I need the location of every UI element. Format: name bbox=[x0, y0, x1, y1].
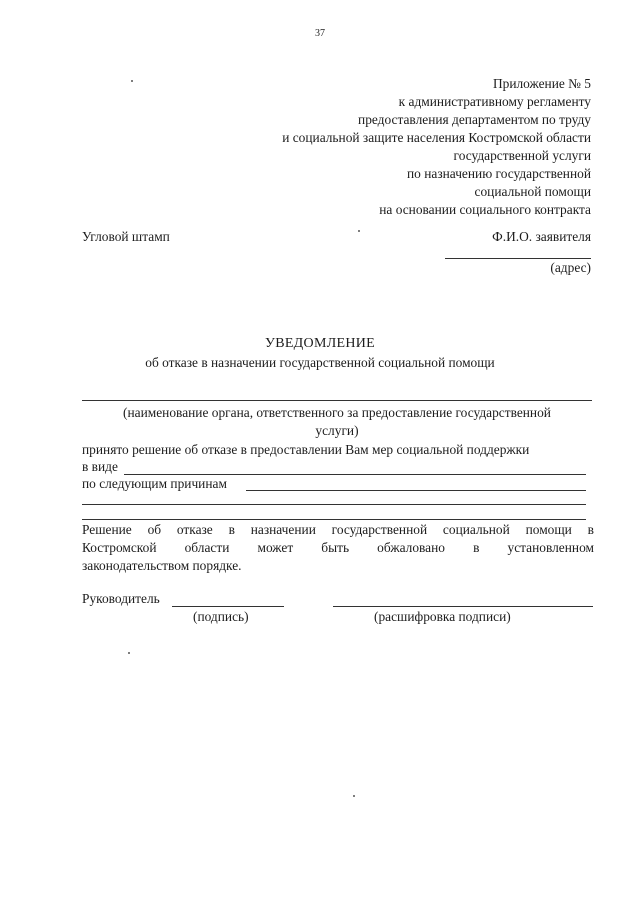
organ-hint-line: (наименование органа, ответственного за предоставление государственной bbox=[123, 405, 551, 420]
corner-stamp-label: Угловой штамп bbox=[82, 229, 170, 244]
organ-hint bbox=[82, 404, 592, 440]
signature-fill-line bbox=[172, 606, 284, 607]
appendix-line: на основании социального контракта bbox=[379, 202, 591, 217]
scan-speck bbox=[131, 80, 133, 82]
scan-speck bbox=[358, 230, 360, 232]
appendix-heading bbox=[171, 75, 591, 219]
scan-speck bbox=[128, 652, 130, 654]
notice-subtitle: об отказе в назначении государственной социальной помощи bbox=[145, 355, 495, 370]
appeal-note bbox=[82, 521, 594, 575]
reasons-label: по следующим причинам bbox=[82, 476, 227, 491]
address-hint: (адрес) bbox=[550, 260, 591, 275]
appendix-line: социальной помощи bbox=[474, 184, 591, 199]
appeal-note-line: законодательством порядке. bbox=[82, 558, 242, 573]
organ-fill-line bbox=[82, 400, 592, 401]
reasons-fill-line bbox=[246, 490, 586, 491]
appendix-line: и социальной защите населения Костромской области bbox=[282, 130, 591, 145]
reasons-fill-line-2 bbox=[82, 504, 586, 505]
form-label: в виде bbox=[82, 459, 118, 474]
reasons-fill-line-3 bbox=[82, 519, 586, 520]
organ-hint-line: услуги) bbox=[315, 423, 359, 438]
decision-text: принято решение об отказе в предоставлении Вам мер социальной поддержки bbox=[82, 442, 530, 457]
head-label: Руководитель bbox=[82, 591, 160, 606]
appeal-note-line: Костромской области может быть обжаловано в установленном bbox=[82, 540, 594, 555]
appeal-note-line: Решение об отказе в назначении государственной социальной помощи в bbox=[82, 522, 594, 537]
scan-speck bbox=[353, 795, 355, 797]
signature-hint: (подпись) bbox=[193, 609, 249, 624]
page-number: 37 bbox=[315, 28, 325, 39]
appendix-line: предоставления департаментом по труду bbox=[358, 112, 591, 127]
appendix-line: к административному регламенту bbox=[398, 94, 591, 109]
appendix-line: по назначению государственной bbox=[407, 166, 591, 181]
appendix-line: Приложение № 5 bbox=[492, 76, 591, 91]
applicant-name-label: Ф.И.О. заявителя bbox=[492, 229, 591, 244]
appendix-line: государственной услуги bbox=[453, 148, 591, 163]
notice-title: УВЕДОМЛЕНИЕ bbox=[264, 336, 376, 351]
signature-decode-fill-line bbox=[333, 606, 593, 607]
signature-decode-hint: (расшифровка подписи) bbox=[374, 609, 511, 624]
